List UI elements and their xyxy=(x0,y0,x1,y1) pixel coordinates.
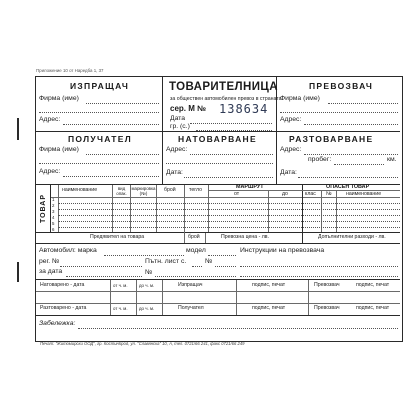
for-date-field[interactable] xyxy=(66,276,142,277)
reg-field[interactable] xyxy=(60,266,142,267)
binder-mark-top xyxy=(17,118,19,140)
col-hazard-name: наименование xyxy=(346,191,382,197)
second-no-field[interactable] xyxy=(155,276,236,277)
col-package: вид опак. xyxy=(116,186,127,196)
serial-number: 138634 xyxy=(219,102,269,116)
row-number: 6 xyxy=(52,227,55,232)
reg-label: рег. № xyxy=(39,258,60,265)
document-subtitle: за обществен автомобилен превоз в страната xyxy=(170,96,282,102)
carrier-address-field[interactable] xyxy=(304,124,398,125)
col-hazard: ОПАСЕН ТОВАР xyxy=(326,184,370,190)
col-marking: маркировка (№) xyxy=(131,186,156,196)
carrier-signature-label: Превозвач xyxy=(314,282,340,288)
date-label: Дата xyxy=(170,115,186,122)
col-route-from: от xyxy=(234,191,240,197)
remarks-label: Забележка: xyxy=(39,320,76,327)
receiver-address-label: Адрес: xyxy=(39,168,61,175)
city-field[interactable] xyxy=(196,130,272,131)
document-title: ТОВАРИТЕЛНИЦА xyxy=(169,81,278,93)
footer-shipper-goods: Предявител на товара xyxy=(90,234,145,240)
carrier2-stamp-label: подпис, печат xyxy=(356,305,390,311)
vehicle-model-label: модел xyxy=(186,247,206,254)
km-label: км. xyxy=(387,156,397,163)
sender-company-field[interactable] xyxy=(86,103,159,104)
loading-address-label: Адрес: xyxy=(166,146,188,153)
loaded-to-label: до ч. м. xyxy=(139,283,155,288)
form-reference: Приложение 10 от Наредба 1, 37 xyxy=(36,68,104,73)
loading-date-field[interactable] xyxy=(184,177,273,178)
receiver-stamp-label: подпис, печат xyxy=(252,305,286,311)
receiver-company-label: Фирма (име) xyxy=(39,146,79,153)
loading-address-field[interactable] xyxy=(190,154,273,155)
section-loading: НАТОВАРВАНЕ xyxy=(178,134,257,144)
receiver-company-field[interactable] xyxy=(86,154,159,155)
unloading-address-field[interactable] xyxy=(304,154,398,155)
loaded-date-label: Натоварено - дата xyxy=(40,282,85,288)
footer-extra-costs: Допълнителни разходи - лв. xyxy=(318,234,386,240)
section-sender: ИЗПРАЩАЧ xyxy=(70,81,130,91)
col-hazard-class: клас xyxy=(305,191,316,197)
vehicle-label: Автомобил: марка xyxy=(39,247,97,254)
trip-sheet-no-label: № xyxy=(205,258,213,265)
section-unloading: РАЗТОВАРВАНЕ xyxy=(289,134,374,144)
vehicle-make-field[interactable] xyxy=(104,255,184,256)
sender-address-field[interactable] xyxy=(63,124,159,125)
row-number: 5 xyxy=(52,221,55,226)
trip-sheet-field[interactable] xyxy=(192,266,202,267)
for-date-label: за дата xyxy=(39,268,63,275)
unloaded-from-label: от ч. м. xyxy=(113,306,128,311)
shipper-signature-label: Изпращач xyxy=(178,282,203,288)
receiver-address-field[interactable] xyxy=(63,176,159,177)
carrier2-signature-label: Превозвач xyxy=(314,305,340,311)
carrier-stamp-label: подпис, печат xyxy=(356,282,390,288)
binder-mark-bottom xyxy=(17,262,19,282)
section-receiver: ПОЛУЧАТЕЛ xyxy=(68,134,132,144)
carrier-company-label: Фирма (име) xyxy=(280,95,320,102)
carrier-address-label: Адрес: xyxy=(280,116,302,123)
shipper-stamp-label: подпис, печат xyxy=(252,282,286,288)
col-hazard-no: № xyxy=(326,191,332,197)
remarks-field[interactable] xyxy=(78,328,398,329)
loading-date-label: Дата: xyxy=(166,169,183,176)
unloading-date-field[interactable] xyxy=(298,177,398,178)
mileage-label: пробег: xyxy=(308,156,332,163)
unloading-address-label: Адрес: xyxy=(280,146,302,153)
sender-company-label: Фирма (име) xyxy=(39,95,79,102)
col-route-to: до xyxy=(282,191,288,197)
unloaded-to-label: до ч. м. xyxy=(139,306,155,311)
unloaded-date-label: Разтоварено - дата xyxy=(40,305,87,311)
unloading-date-label: Дата: xyxy=(280,169,297,176)
row-number: 1 xyxy=(52,197,55,202)
table-row[interactable] xyxy=(58,221,400,222)
loaded-from-label: от ч. м. xyxy=(113,283,128,288)
vehicle-model-field[interactable] xyxy=(208,255,236,256)
carrier-instructions-label: Инструкции на превозвача xyxy=(240,247,325,254)
cargo-side-label xyxy=(36,185,50,232)
col-route: МАРШРУТ xyxy=(236,184,264,190)
table-row[interactable] xyxy=(58,209,400,210)
carrier-company-field[interactable] xyxy=(328,103,398,104)
date-field[interactable] xyxy=(190,123,272,124)
mileage-field[interactable] xyxy=(334,164,384,165)
receiver-signature-label: Получател xyxy=(178,305,204,311)
row-number: 4 xyxy=(52,215,55,220)
col-name: наименование xyxy=(62,187,98,193)
row-number: 3 xyxy=(52,209,55,214)
table-row[interactable] xyxy=(58,227,400,228)
instructions-field[interactable] xyxy=(240,266,398,267)
row-number: 2 xyxy=(52,203,55,208)
printer-footer: Печат: "Житомирски ООД", гр. Костинброд, ул. "Славянска" 10, А, тел. 0721/66 241, факс 0721/66 249 xyxy=(40,341,245,346)
trip-sheet-no-field[interactable] xyxy=(215,266,236,267)
section-carrier: ПРЕВОЗВАЧ xyxy=(309,81,374,91)
footer-count: брой xyxy=(188,234,200,240)
cargo-side-text: ТОВАР xyxy=(39,194,47,223)
table-row[interactable] xyxy=(58,215,400,216)
sender-address-label: Адрес: xyxy=(39,116,61,123)
second-no-label: № xyxy=(145,269,153,276)
serial-label: сер. М № xyxy=(170,104,207,113)
col-count: брой xyxy=(164,187,176,193)
table-row[interactable] xyxy=(58,203,400,204)
col-weight: тегло xyxy=(189,187,202,193)
city-label: гр. (с.) xyxy=(170,123,190,130)
trip-sheet-label: Пътн. лист с. xyxy=(145,258,187,265)
footer-price: Превозна цена - лв. xyxy=(221,234,269,240)
